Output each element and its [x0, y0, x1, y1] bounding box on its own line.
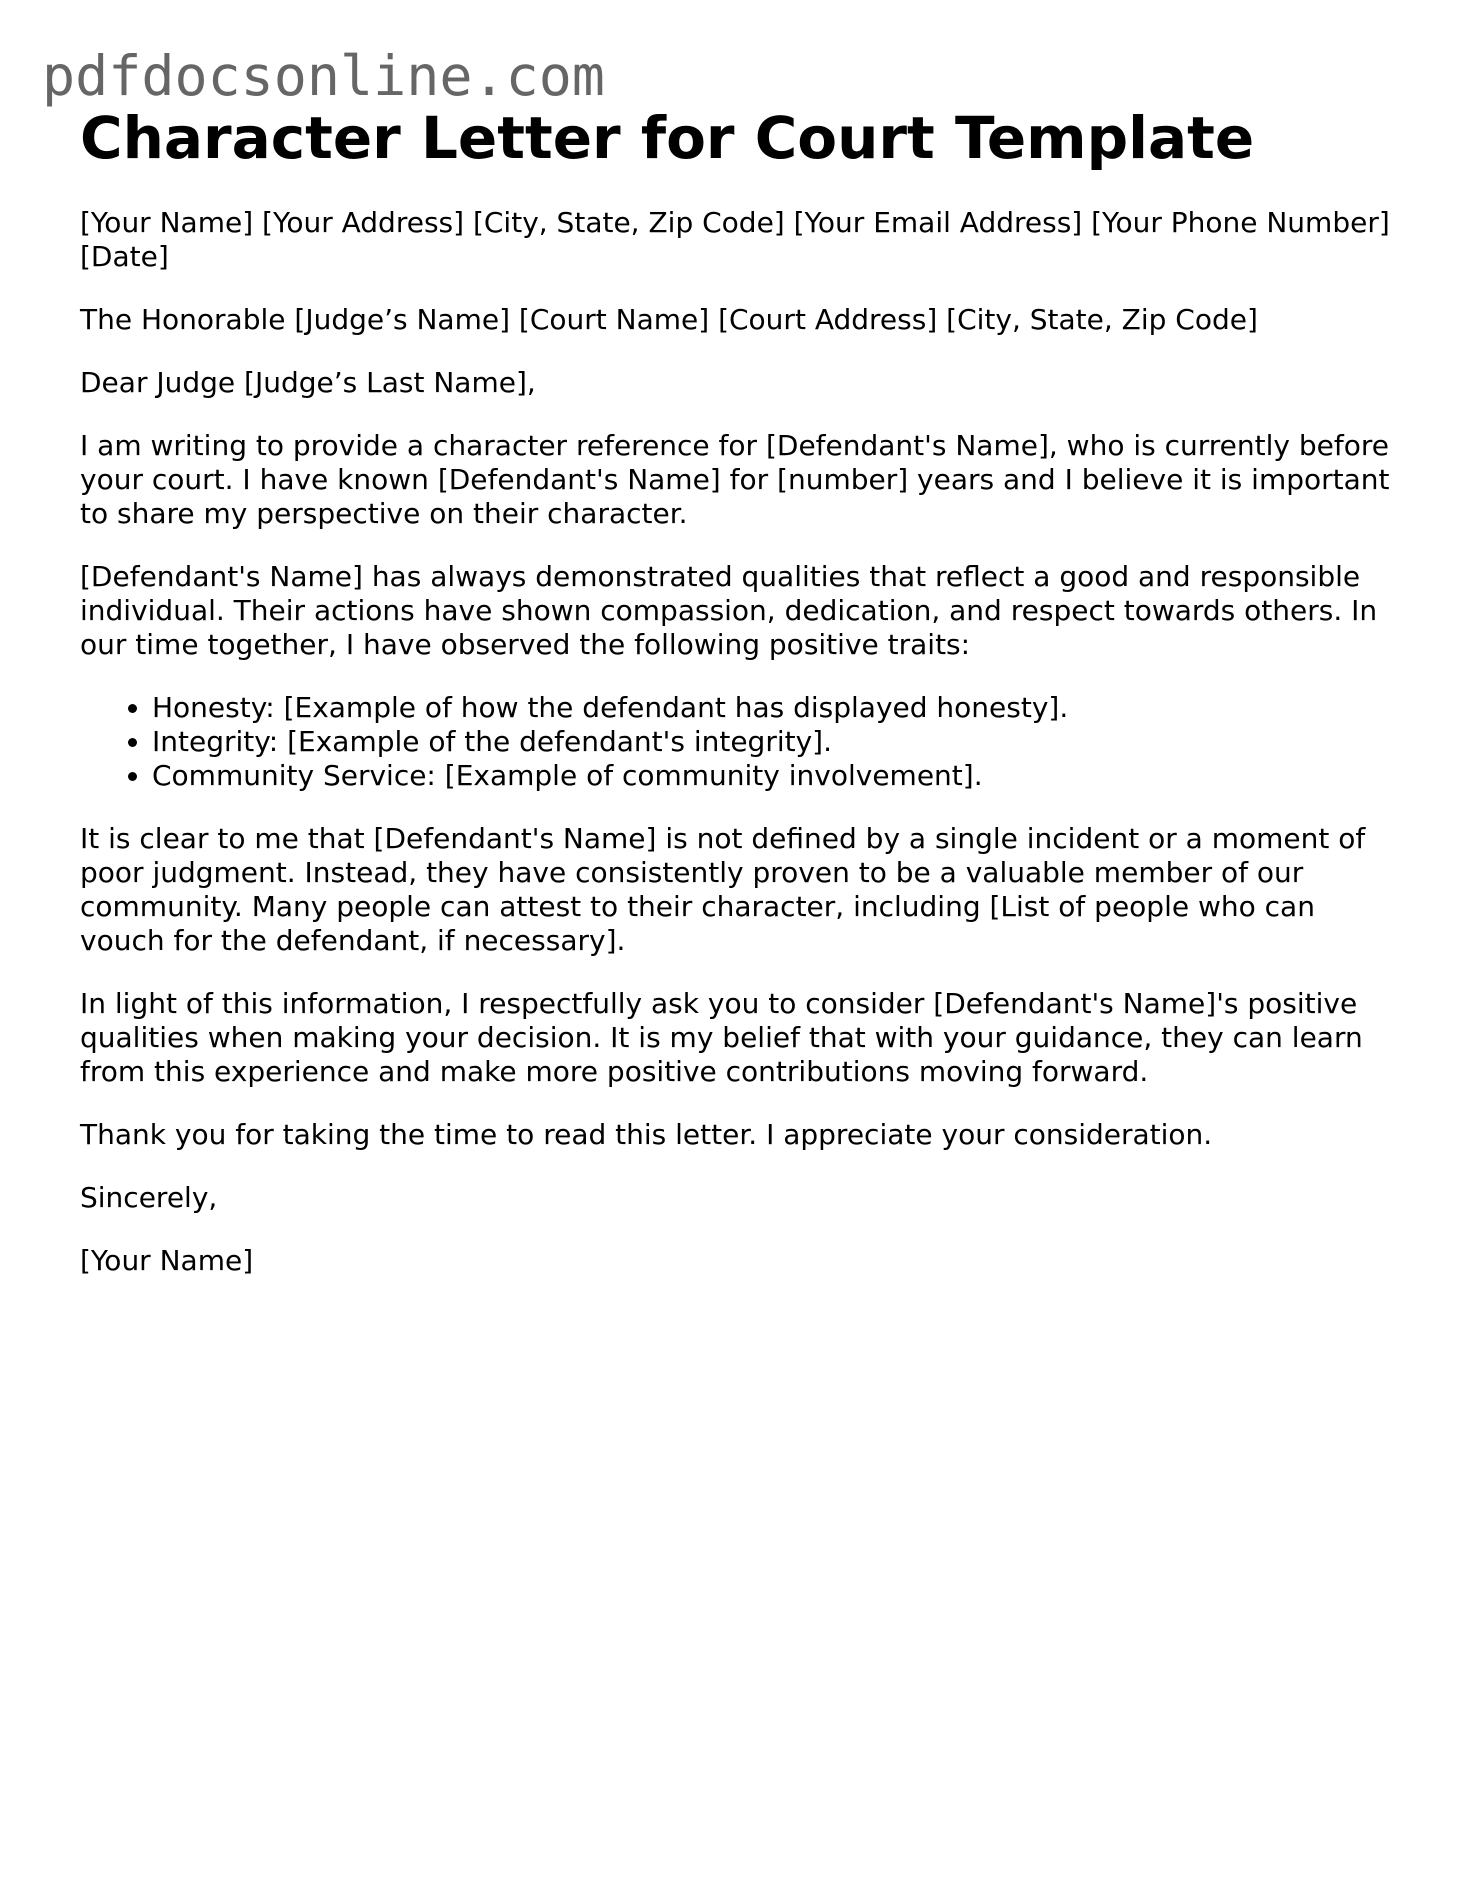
list-item: • Integrity: [Example of the defendant's integrity].: [152, 725, 1400, 759]
paragraph-request: In light of this information, I respectfully ask you to consider [Defendant's Name]'s positive qualities when making your decision. It is my belief that with your guidance, they can learn from this experience and make more positive contributions moving forward.: [80, 987, 1363, 1088]
paragraph-community: It is clear to me that [Defendant's Name] is not defined by a single incident or a moment of poor judgment. Instead, they have consistently proven to be a valuable member of our community. Many people can attest to their character, including [List of people who can vouch for the defendant, if necessary].: [80, 822, 1366, 957]
traits-list: [80, 691, 1400, 793]
list-item: • Community Service: [Example of community involvement].: [152, 759, 1400, 793]
letter-page: [80, 100, 1400, 1278]
list-item: • Honesty: [Example of how the defendant has displayed honesty].: [152, 691, 1400, 725]
watermark: pdfdocsonline.com: [42, 44, 605, 108]
recipient-block: The Honorable [Judge’s Name] [Court Name] [Court Address] [City, State, Zip Code]: [80, 303, 1258, 336]
sender-block: [Your Name] [Your Address] [City, State, Zip Code] [Your Email Address] [Your Phone Number] [Date]: [80, 206, 1390, 273]
salutation: Dear Judge [Judge’s Last Name],: [80, 366, 536, 399]
paragraph-thanks: Thank you for taking the time to read this letter. I appreciate your consideration.: [80, 1118, 1213, 1151]
closing: Sincerely,: [80, 1181, 218, 1214]
paragraph-intro: I am writing to provide a character reference for [Defendant's Name], who is currently before your court. I have known [Defendant's Name] for [number] years and I believe it is important to share my perspective on their character.: [80, 429, 1390, 530]
paragraph-qualities: [Defendant's Name] has always demonstrated qualities that reflect a good and responsible individual. Their actions have shown compassion, dedication, and respect towards others. In our time together, I have observed the following positive traits:: [80, 560, 1378, 661]
page-title: Character Letter for Court Template: [80, 104, 1255, 172]
signature: [Your Name]: [80, 1244, 254, 1277]
